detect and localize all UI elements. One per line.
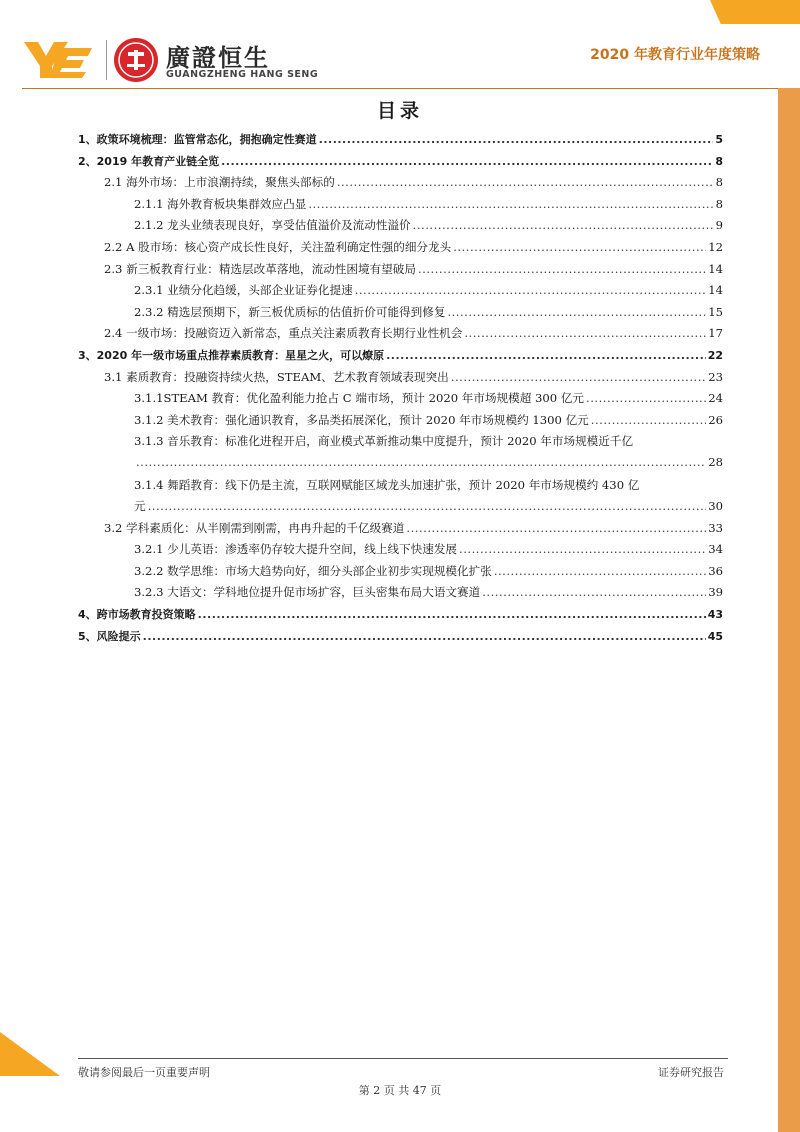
toc-entry[interactable] (78, 325, 723, 347)
toc-title: 目录 (376, 100, 423, 122)
toc-leader (413, 218, 714, 232)
toc-page-number: 23 (708, 369, 723, 384)
toc-leader (386, 349, 706, 362)
toc-entry-text: 2.4 一级市场：投融资迈入新常态，重点关注素质教育长期行业性机会 (104, 326, 463, 341)
brand-name-cn: 廣證恒生 (166, 44, 270, 72)
toc-leader (136, 455, 706, 469)
toc-entry-continuation[interactable] (78, 498, 723, 520)
toc-leader (319, 133, 714, 146)
toc-leader (451, 370, 706, 384)
toc-entry[interactable] (78, 606, 723, 628)
logo-separator (106, 40, 107, 80)
toc-leader (459, 542, 706, 556)
toc-entry-text: 3.1.1STEAM 教育：优化盈利能力抢占 C 端市场，预计 2020 年市场规模超 300 亿元 (134, 391, 585, 406)
toc-page-number: 24 (708, 391, 723, 406)
toc-entry[interactable] (78, 520, 723, 542)
toc-page-number: 8 (715, 175, 723, 190)
toc-entry[interactable] (78, 628, 723, 650)
toc-leader (453, 240, 706, 254)
toc-leader (586, 391, 706, 405)
toc-entry[interactable] (78, 541, 723, 563)
toc-entry-text: 3.1 素质教育：投融资持续火热，STEAM、艺术教育领域表现突出 (104, 369, 449, 384)
toc-entry-text: 2.1 海外市场：上市浪潮持续，聚焦头部标的 (104, 175, 335, 190)
toc-leader (447, 305, 706, 319)
toc-entry[interactable] (78, 174, 723, 196)
toc-page-number: 45 (707, 629, 723, 643)
toc-leader (494, 564, 706, 578)
toc-entry-wrapped-line[interactable] (78, 433, 723, 455)
toc-page-number: 15 (708, 304, 723, 319)
toc-entry[interactable] (78, 347, 723, 369)
toc-entry-text: 2.1.1 海外教育板块集群效应凸显 (134, 196, 307, 211)
toc-entry-text: 3.1.3 音乐教育：标准化进程开启，商业模式革新推动集中度提升，预计 2020 年市场规模近千亿 (134, 434, 634, 449)
toc-entry-text: 3.2.1 少儿英语：渗透率仍存较大提升空间，线上线下快速发展 (134, 542, 458, 557)
toc-leader (464, 326, 706, 340)
toc-entry-text: 3.2.3 大语文：学科地位提升促市场扩容，巨头密集布局大语文赛道 (134, 585, 481, 600)
toc-entry-text: 5、风险提示 (78, 629, 141, 643)
toc-page-number: 17 (708, 326, 723, 341)
toc-page-number: 34 (708, 542, 723, 557)
toc-page-number: 43 (707, 608, 723, 622)
toc-entry-text: 2.3 新三板教育行业：精选层改革落地，流动性困境有望破局 (104, 261, 416, 276)
toc-leader (143, 630, 706, 643)
toc-entry-text: 4、跨市场教育投资策略 (78, 608, 196, 622)
toc-entry-continuation[interactable] (78, 455, 723, 477)
toc-entry[interactable] (78, 196, 723, 218)
toc-leader (482, 585, 706, 599)
footer-disclaimer-note: 敬请参阅最后一页重要声明 (78, 1066, 210, 1079)
side-accent-bar (778, 88, 800, 1132)
corner-decoration-top-right (710, 0, 800, 24)
toc-leader (406, 521, 706, 535)
toc-leader (308, 197, 713, 211)
toc-page-number: 12 (708, 239, 723, 254)
table-of-contents (78, 131, 723, 649)
toc-page-number: 14 (708, 283, 723, 298)
toc-entry[interactable] (78, 261, 723, 283)
toc-entry-text: 1、政策环境梳理：监管常态化，拥抱确定性赛道 (78, 133, 317, 146)
footer-divider (78, 1058, 728, 1059)
toc-leader (148, 499, 707, 513)
toc-page-number: 28 (708, 454, 723, 469)
toc-page-number: 9 (715, 218, 723, 233)
toc-leader (355, 283, 707, 297)
toc-leader (337, 175, 714, 189)
footer-report-type: 证券研究报告 (658, 1066, 724, 1079)
toc-page-number: 22 (707, 348, 723, 362)
toc-page-number: 5 (715, 133, 723, 146)
seal-logo-icon (114, 38, 158, 82)
toc-entry[interactable] (78, 239, 723, 261)
toc-leader (221, 155, 713, 168)
toc-page-number: 30 (708, 499, 723, 514)
toc-leader (591, 413, 706, 427)
toc-entry-wrapped-line[interactable] (78, 477, 723, 499)
toc-entry-text: 2.2 A 股市场：核心资产成长性良好，关注盈利确定性强的细分龙头 (104, 239, 452, 254)
toc-entry-text: 2.3.2 精选层预期下，新三板优质标的估值折价可能得到修复 (134, 304, 446, 319)
toc-entry-text: 3.1.4 舞蹈教育：线下仍是主流，互联网赋能区域龙头加速扩张，预计 2020 年市场规模约 430 亿 (134, 477, 640, 492)
toc-entry-text: 3、2020 年一级市场重点推荐素质教育：星星之火，可以燎原 (78, 348, 385, 362)
footer-page-number: 第 2 页 共 47 页 (358, 1084, 442, 1097)
toc-entry[interactable] (78, 369, 723, 391)
toc-entry[interactable] (78, 563, 723, 585)
toc-page-number: 26 (708, 412, 723, 427)
toc-entry[interactable] (78, 131, 723, 153)
toc-entry[interactable] (78, 412, 723, 434)
toc-entry[interactable] (78, 282, 723, 304)
corner-decoration-bottom-left (0, 1032, 60, 1076)
toc-entry[interactable] (78, 584, 723, 606)
toc-entry-text: 2、2019 年教育产业链全览 (78, 154, 220, 168)
toc-page-number: 8 (715, 196, 723, 211)
toc-page-number: 14 (708, 261, 723, 276)
toc-entry-text: 2.3.1 业绩分化趋缓，头部企业证券化提速 (134, 283, 353, 298)
ye-logo-icon (22, 40, 94, 80)
toc-leader (418, 262, 706, 276)
page-header (22, 36, 762, 90)
toc-entry-text: 2.1.2 龙头业绩表现良好，享受估值溢价及流动性溢价 (134, 218, 411, 233)
toc-page-number: 33 (708, 520, 723, 535)
toc-page-number: 36 (708, 563, 723, 578)
toc-entry[interactable] (78, 304, 723, 326)
toc-entry-text: 3.1.2 美术教育：强化通识教育，多品类拓展深化，预计 2020 年市场规模约 1300 亿元 (134, 412, 589, 427)
toc-entry[interactable] (78, 390, 723, 412)
toc-page-number: 8 (715, 154, 723, 168)
toc-entry-text-continuation: 元 (134, 499, 146, 514)
toc-leader (198, 608, 706, 621)
toc-entry[interactable] (78, 217, 723, 239)
toc-entry[interactable] (78, 153, 723, 175)
report-title: 2020 年教育行业年度策略 (590, 47, 760, 63)
toc-entry-text: 3.2 学科素质化：从半刚需到刚需，冉冉升起的千亿级赛道 (104, 520, 405, 535)
header-divider (22, 88, 778, 89)
toc-entry-text: 3.2.2 数学思维：市场大趋势向好，细分头部企业初步实现规模化扩张 (134, 563, 492, 578)
toc-page-number: 39 (708, 585, 723, 600)
brand-name-en: GUANGZHENG HANG SENG (166, 69, 319, 80)
